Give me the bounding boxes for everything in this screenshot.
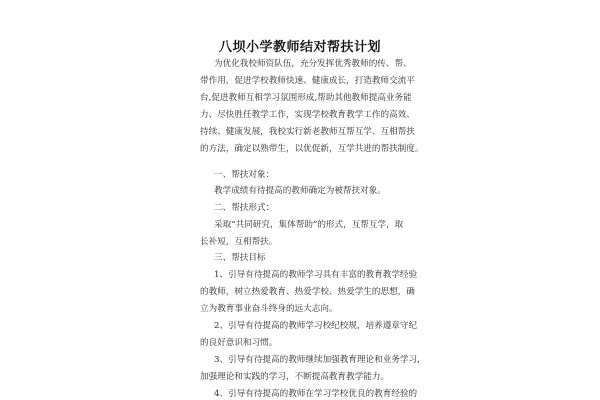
section-line: 1、引导有待提高的教师学习具有丰富的教育教学经验: [214, 270, 418, 280]
section-heading: 一、帮扶对象：: [214, 170, 275, 180]
section-heading: 二、帮扶形式：: [214, 203, 275, 213]
document-title: 八坝小学教师结对帮扶计划: [218, 40, 381, 55]
intro-line: 持续、健康发展，我校实行新老教师互帮互学、互相帮扶: [200, 127, 415, 137]
section-line: 2、引导有待提高的教师学习校纪校规，培养遵章守纪: [214, 321, 418, 331]
section-line: 的良好意识和习惯。: [200, 338, 278, 348]
section-line: 3、引导有待提高的教师继续加强教育理论和业务学习,: [214, 355, 420, 365]
intro-line: 带作用，促进学校教师快速、健康成长，打造教师交流平: [200, 76, 415, 86]
intro-line: 力、尽快胜任教学工作，实现学校教育教学工作的高效、: [200, 110, 415, 120]
section-line: 4、引导有待提高的教师在学习学校优良的教育经验的: [214, 389, 418, 399]
section-line: 教学成绩有待提高的教师确定为被帮扶对象。: [214, 186, 386, 196]
section-heading: 三、帮扶目标: [214, 253, 266, 263]
intro-line: 台,促进教师互相学习氛围形成,帮助其他教师提高业务能: [200, 93, 412, 103]
section-line: 的教师，树立热爱教育、热爱学校、热爱学生的思想，确: [200, 287, 415, 297]
section-line: 立为教育事业奋斗终身的远大志向。: [200, 304, 338, 314]
intro-line: 为优化我校师资队伍，充分发挥优秀教师的传、帮、: [214, 59, 412, 69]
intro-line: 的方法，确定以熟带生，以优促新，互学共进的帮扶制度。: [200, 144, 424, 154]
section-line: 加强理论和实践的学习，不断提高教育教学能力。: [200, 372, 390, 382]
section-line: 采取“共同研究，集体帮助”的形式，互帮互学，取: [214, 220, 404, 230]
section-line: 长补短，互相帮扶。: [200, 237, 278, 247]
